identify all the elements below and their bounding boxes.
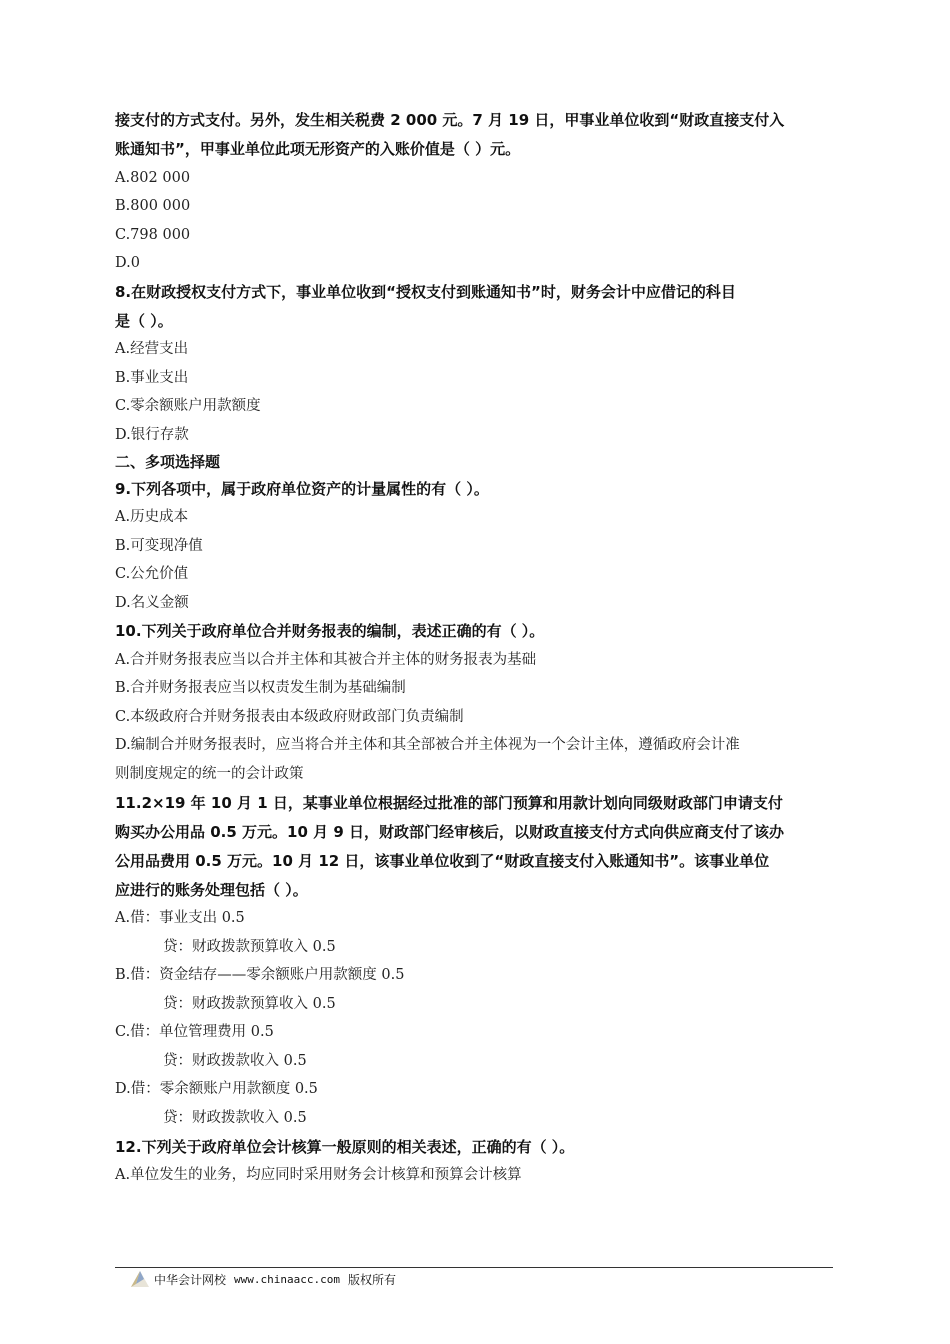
question-11-option-d-debit: D.借：零余额账户用款额度 0.5 <box>115 1081 318 1097</box>
question-9-option-c: C.公允价值 <box>115 566 189 582</box>
chinaacc-logo-icon <box>130 1270 150 1288</box>
question-11-option-a-debit: A.借：事业支出 0.5 <box>115 910 245 926</box>
question-11-option-a-credit: 贷：财政拨款预算收入 0.5 <box>163 939 336 955</box>
question-8-option-c: C.零余额账户用款额度 <box>115 398 261 414</box>
question-11-text-line-4: 应进行的账务处理包括（ ）。 <box>115 881 308 899</box>
question-7-text-line-2: 账通知书”，甲事业单位此项无形资产的入账价值是（ ）元。 <box>115 140 521 158</box>
question-10-option-d: D.编制合并财务报表时，应当将合并主体和其全部被合并主体视为一个会计主体，遵循政府会计准 <box>115 737 740 753</box>
footer-divider <box>115 1267 833 1268</box>
question-10-text: 10.下列关于政府单位合并财务报表的编制，表述正确的有（ ）。 <box>115 622 545 640</box>
question-7-option-d: D.0 <box>115 255 140 271</box>
question-8-option-d: D.银行存款 <box>115 427 189 443</box>
question-11-option-d-credit: 贷：财政拨款收入 0.5 <box>163 1110 307 1126</box>
question-11-text-line-2: 购买办公用品 0.5 万元。10 月 9 日，财政部门经审核后，以财政直接支付方式向供应商支付了该办 <box>115 823 784 841</box>
question-11-option-c-credit: 贷：财政拨款收入 0.5 <box>163 1053 307 1069</box>
question-9-option-b: B.可变现净值 <box>115 538 203 554</box>
question-11-text-line-1: 11.2×19 年 10 月 1 日，某事业单位根据经过批准的部门预算和用款计划向同级财政部门申请支付 <box>115 794 783 812</box>
footer-brand: 中华会计网校 <box>154 1272 227 1287</box>
footer <box>130 1270 396 1288</box>
question-9-option-a: A.历史成本 <box>115 509 189 525</box>
question-11-option-b-credit: 贷：财政拨款预算收入 0.5 <box>163 996 336 1012</box>
question-8-text-line-1: 8.在财政授权支付方式下，事业单位收到“授权支付到账通知书”时，财务会计中应借记的科目 <box>115 283 736 301</box>
question-11-text-line-3: 公用品费用 0.5 万元。10 月 12 日，该事业单位收到了“财政直接支付入账通知书”。该事业单位 <box>115 852 770 870</box>
footer-rights: 版权所有 <box>347 1272 396 1287</box>
question-8-option-a: A.经营支出 <box>115 341 189 357</box>
question-10-option-a: A.合并财务报表应当以合并主体和其被合并主体的财务报表为基础 <box>115 652 537 668</box>
question-8-text-line-2: 是（ ）。 <box>115 312 173 330</box>
question-7-option-c: C.798 000 <box>115 227 191 243</box>
question-7-option-a: A.802 000 <box>115 170 191 186</box>
question-10-option-d-cont: 则制度规定的统一的会计政策 <box>115 766 304 782</box>
question-7-text-line-1: 接支付的方式支付。另外，发生相关税费 2 000 元。7 月 19 日，甲事业单位收到“财政直接支付入 <box>115 111 785 129</box>
question-9-text: 9.下列各项中，属于政府单位资产的计量属性的有（ ）。 <box>115 480 489 498</box>
question-11-option-b-debit: B.借：资金结存——零余额账户用款额度 0.5 <box>115 967 405 983</box>
question-7-option-b: B.800 000 <box>115 198 191 214</box>
question-9-option-d: D.名义金额 <box>115 595 189 611</box>
question-12-text: 12.下列关于政府单位会计核算一般原则的相关表述，正确的有（ ）。 <box>115 1138 575 1156</box>
footer-url: www.chinaacc.com <box>234 1272 340 1286</box>
question-8-option-b: B.事业支出 <box>115 370 189 386</box>
question-12-option-a: A.单位发生的业务，均应同时采用财务会计核算和预算会计核算 <box>115 1167 522 1183</box>
question-10-option-b: B.合并财务报表应当以权责发生制为基础编制 <box>115 680 406 696</box>
question-11-option-c-debit: C.借：单位管理费用 0.5 <box>115 1024 274 1040</box>
section-title-multiple-choice: 二、多项选择题 <box>115 453 221 471</box>
question-10-option-c: C.本级政府合并财务报表由本级政府财政部门负责编制 <box>115 709 464 725</box>
